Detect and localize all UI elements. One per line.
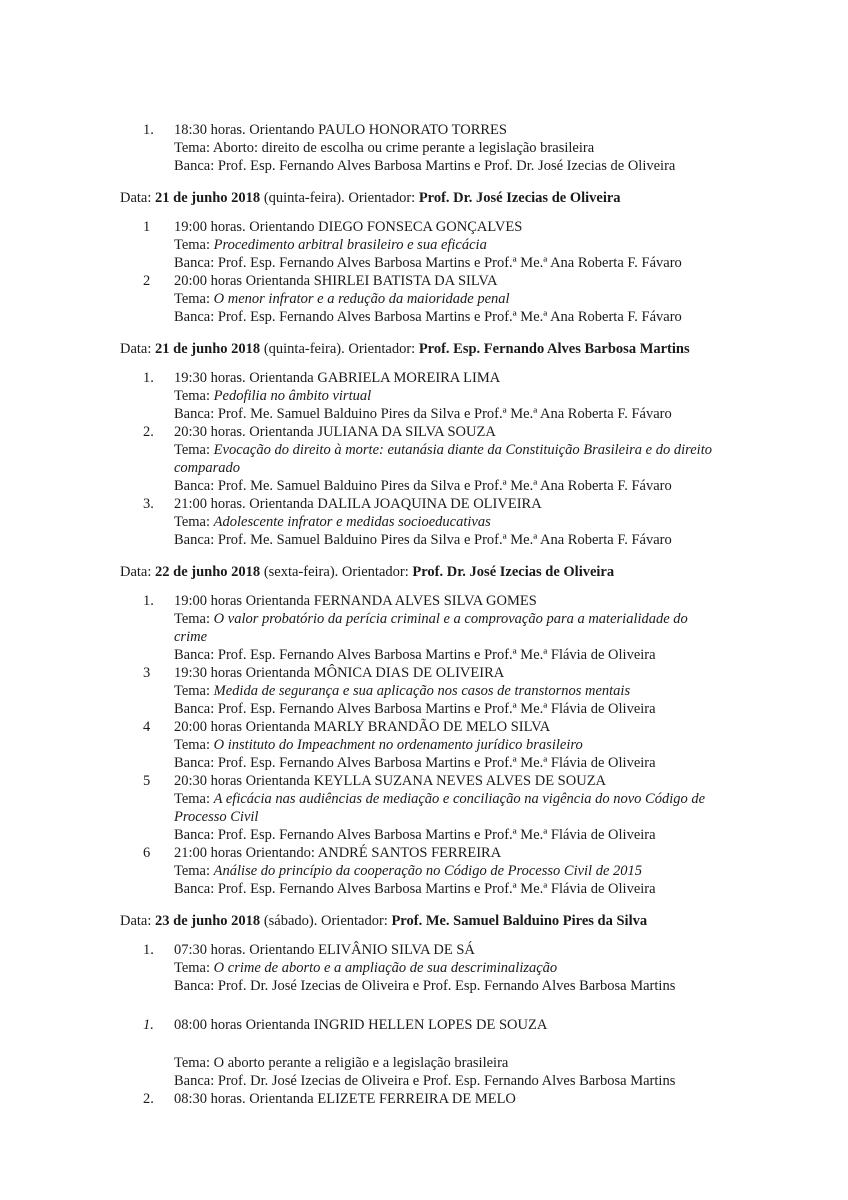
tema-text: O instituto do Impeachment no ordenamento jurídico brasileiro xyxy=(213,737,583,753)
entry-time-name: 08:00 horas Orientanda INGRID HELLEN LOPES DE SOUZA xyxy=(174,1017,548,1033)
entry-time-name: 20:00 horas Orientanda SHIRLEI BATISTA DA SILVA xyxy=(174,273,498,289)
entry-time-name: 21:00 horas. Orientanda DALILA JOAQUINA DE OLIVEIRA xyxy=(174,496,542,512)
entry-banca: Banca: Prof. Dr. José Izecias de Oliveira e Prof. Esp. Fernando Alves Barbosa Martins xyxy=(174,978,676,994)
entry-number: 2. xyxy=(143,1091,154,1107)
tema-text-2: comparado xyxy=(174,460,241,476)
entry-banca: Banca: Prof. Esp. Fernando Alves Barbosa Martins e Prof.ª Me.ª Flávia de Oliveira xyxy=(174,827,656,843)
tema-text: O valor probatório da perícia criminal e a comprovação para a materialidade do xyxy=(213,611,688,627)
entry-tema xyxy=(174,513,491,531)
entry-time-name: 07:30 horas. Orientando ELIVÂNIO SILVA DE SÁ xyxy=(174,942,475,958)
entry-banca: Banca: Prof. Esp. Fernando Alves Barbosa Martins e Prof.ª Me.ª Ana Roberta F. Fávaro xyxy=(174,309,682,325)
entry-banca: Banca: Prof. Dr. José Izecias de Oliveira e Prof. Esp. Fernando Alves Barbosa Martins xyxy=(174,1073,676,1089)
tema-text: A eficácia nas audiências de mediação e conciliação na vigência do novo Código de xyxy=(213,791,706,807)
entry-number: 1. xyxy=(143,593,154,609)
tema-label: Tema: xyxy=(174,791,214,807)
tema-label: Tema: xyxy=(174,291,214,307)
tema-text: Aborto: direito de escolha ou crime perante a legislação brasileira xyxy=(212,140,595,156)
entry-tema xyxy=(174,862,642,880)
entry-number: 4 xyxy=(143,719,151,735)
section-header xyxy=(120,340,690,358)
entry-number: 3. xyxy=(143,496,154,512)
entry-tema xyxy=(174,736,583,754)
header-orientador: Prof. Me. Samuel Balduino Pires da Silva xyxy=(391,913,648,929)
entry-tema xyxy=(174,236,487,254)
entry-time-name: 21:00 horas Orientando: ANDRÉ SANTOS FERREIRA xyxy=(174,845,502,861)
entry-number: 5 xyxy=(143,773,151,789)
tema-text: Pedofilia no âmbito virtual xyxy=(213,388,372,404)
tema-label: Tema: xyxy=(174,611,214,627)
entry-banca: Banca: Prof. Esp. Fernando Alves Barbosa Martins e Prof.ª Me.ª Flávia de Oliveira xyxy=(174,881,656,897)
entry-tema xyxy=(174,139,594,157)
header-weekday: (sexta-feira). Orientador: xyxy=(260,564,413,580)
entry-tema xyxy=(174,959,557,977)
entry-number: 1. xyxy=(143,122,154,138)
tema-label: Tema: xyxy=(174,960,214,976)
entry-banca: Banca: Prof. Esp. Fernando Alves Barbosa Martins e Prof.ª Me.ª Flávia de Oliveira xyxy=(174,647,656,663)
tema-label: Tema: xyxy=(174,514,214,530)
entry-tema xyxy=(174,441,712,459)
tema-text-2: Processo Civil xyxy=(174,809,259,825)
entry-tema-continued xyxy=(174,459,240,477)
entry-banca: Banca: Prof. Me. Samuel Balduino Pires da Silva e Prof.ª Me.ª Ana Roberta F. Fávaro xyxy=(174,406,672,422)
entry-tema xyxy=(174,610,688,628)
tema-text: Adolescente infrator e medidas socioeducativas xyxy=(213,514,491,530)
header-label: Data: xyxy=(120,190,156,206)
entry-tema: Tema: O aborto perante a religião e a legislação brasileira xyxy=(174,1055,509,1071)
header-date: 21 de junho 2018 xyxy=(155,341,261,357)
entry-number: 2. xyxy=(143,424,154,440)
entry-tema-continued xyxy=(174,628,207,646)
entry-time-name: 19:30 horas. Orientanda GABRIELA MOREIRA LIMA xyxy=(174,370,501,386)
section-header xyxy=(120,189,621,207)
entry-time-name: 19:00 horas Orientanda FERNANDA ALVES SILVA GOMES xyxy=(174,593,537,609)
tema-text: Análise do princípio da cooperação no Código de Processo Civil de 2015 xyxy=(213,863,643,879)
entry-time-name: 08:30 horas. Orientanda ELIZETE FERREIRA DE MELO xyxy=(174,1091,516,1107)
entry-banca: Banca: Prof. Esp. Fernando Alves Barbosa Martins e Prof.ª Me.ª Ana Roberta F. Fávaro xyxy=(174,255,682,271)
entry-banca: Banca: Prof. Esp. Fernando Alves Barbosa Martins e Prof.ª Me.ª Flávia de Oliveira xyxy=(174,701,656,717)
entry-banca: Banca: Prof. Esp. Fernando Alves Barbosa Martins e Prof.ª Me.ª Flávia de Oliveira xyxy=(174,755,656,771)
header-label: Data: xyxy=(120,564,156,580)
tema-label: Tema: xyxy=(174,237,214,253)
tema-text: O menor infrator e a redução da maioridade penal xyxy=(213,291,510,307)
header-label: Data: xyxy=(120,913,156,929)
entry-tema xyxy=(174,682,630,700)
entry-time-name: 20:30 horas Orientanda KEYLLA SUZANA NEVES ALVES DE SOUZA xyxy=(174,773,607,789)
tema-text: Evocação do direito à morte: eutanásia diante da Constituição Brasileira e do direito xyxy=(213,442,712,458)
header-weekday: (quinta-feira). Orientador: xyxy=(260,341,419,357)
tema-text: Medida de segurança e sua aplicação nos casos de transtornos mentais xyxy=(213,683,631,699)
tema-label: Tema: xyxy=(174,388,214,404)
entry-tema xyxy=(174,387,371,405)
tema-label: Tema: xyxy=(174,863,214,879)
header-orientador: Prof. Dr. José Izecias de Oliveira xyxy=(412,564,615,580)
section-header xyxy=(120,912,647,930)
entry-time-name: 19:00 horas. Orientando DIEGO FONSECA GONÇALVES xyxy=(174,219,523,235)
entry-tema xyxy=(174,790,705,808)
entry-tema xyxy=(174,290,510,308)
entry-number: 6 xyxy=(143,845,151,861)
entry-banca: Banca: Prof. Esp. Fernando Alves Barbosa Martins e Prof. Dr. José Izecias de Oliveira xyxy=(174,158,676,174)
entry-number: 1. xyxy=(143,1017,154,1033)
tema-label: Tema: xyxy=(174,683,214,699)
entry-time-name: 19:30 horas Orientanda MÔNICA DIAS DE OLIVEIRA xyxy=(174,665,505,681)
entry-time-name: 18:30 horas. Orientando PAULO HONORATO TORRES xyxy=(174,122,507,138)
header-date: 21 de junho 2018 xyxy=(155,190,261,206)
tema-label: Tema: xyxy=(174,140,213,156)
entry-number: 1. xyxy=(143,942,154,958)
entry-number: 1. xyxy=(143,370,154,386)
section-header xyxy=(120,563,614,581)
entry-time-name: 20:00 horas Orientanda MARLY BRANDÃO DE MELO SILVA xyxy=(174,719,551,735)
entry-number: 1 xyxy=(143,219,151,235)
entry-tema-continued xyxy=(174,808,258,826)
header-date: 23 de junho 2018 xyxy=(155,913,261,929)
tema-text: O crime de aborto e a ampliação de sua descriminalização xyxy=(213,960,558,976)
header-orientador: Prof. Esp. Fernando Alves Barbosa Martins xyxy=(418,341,690,357)
tema-text: Procedimento arbitral brasileiro e sua eficácia xyxy=(213,237,487,253)
entry-number: 2 xyxy=(143,273,151,289)
header-weekday: (sábado). Orientador: xyxy=(260,913,392,929)
entry-banca: Banca: Prof. Me. Samuel Balduino Pires da Silva e Prof.ª Me.ª Ana Roberta F. Fávaro xyxy=(174,478,672,494)
header-label: Data: xyxy=(120,341,156,357)
tema-label: Tema: xyxy=(174,442,214,458)
entry-time-name: 20:30 horas. Orientanda JULIANA DA SILVA SOUZA xyxy=(174,424,496,440)
header-orientador: Prof. Dr. José Izecias de Oliveira xyxy=(418,190,621,206)
entry-banca: Banca: Prof. Me. Samuel Balduino Pires da Silva e Prof.ª Me.ª Ana Roberta F. Fávaro xyxy=(174,532,672,548)
tema-label: Tema: xyxy=(174,737,214,753)
tema-text-2: crime xyxy=(174,629,208,645)
entry-number: 3 xyxy=(143,665,151,681)
header-date: 22 de junho 2018 xyxy=(155,564,261,580)
header-weekday: (quinta-feira). Orientador: xyxy=(260,190,419,206)
